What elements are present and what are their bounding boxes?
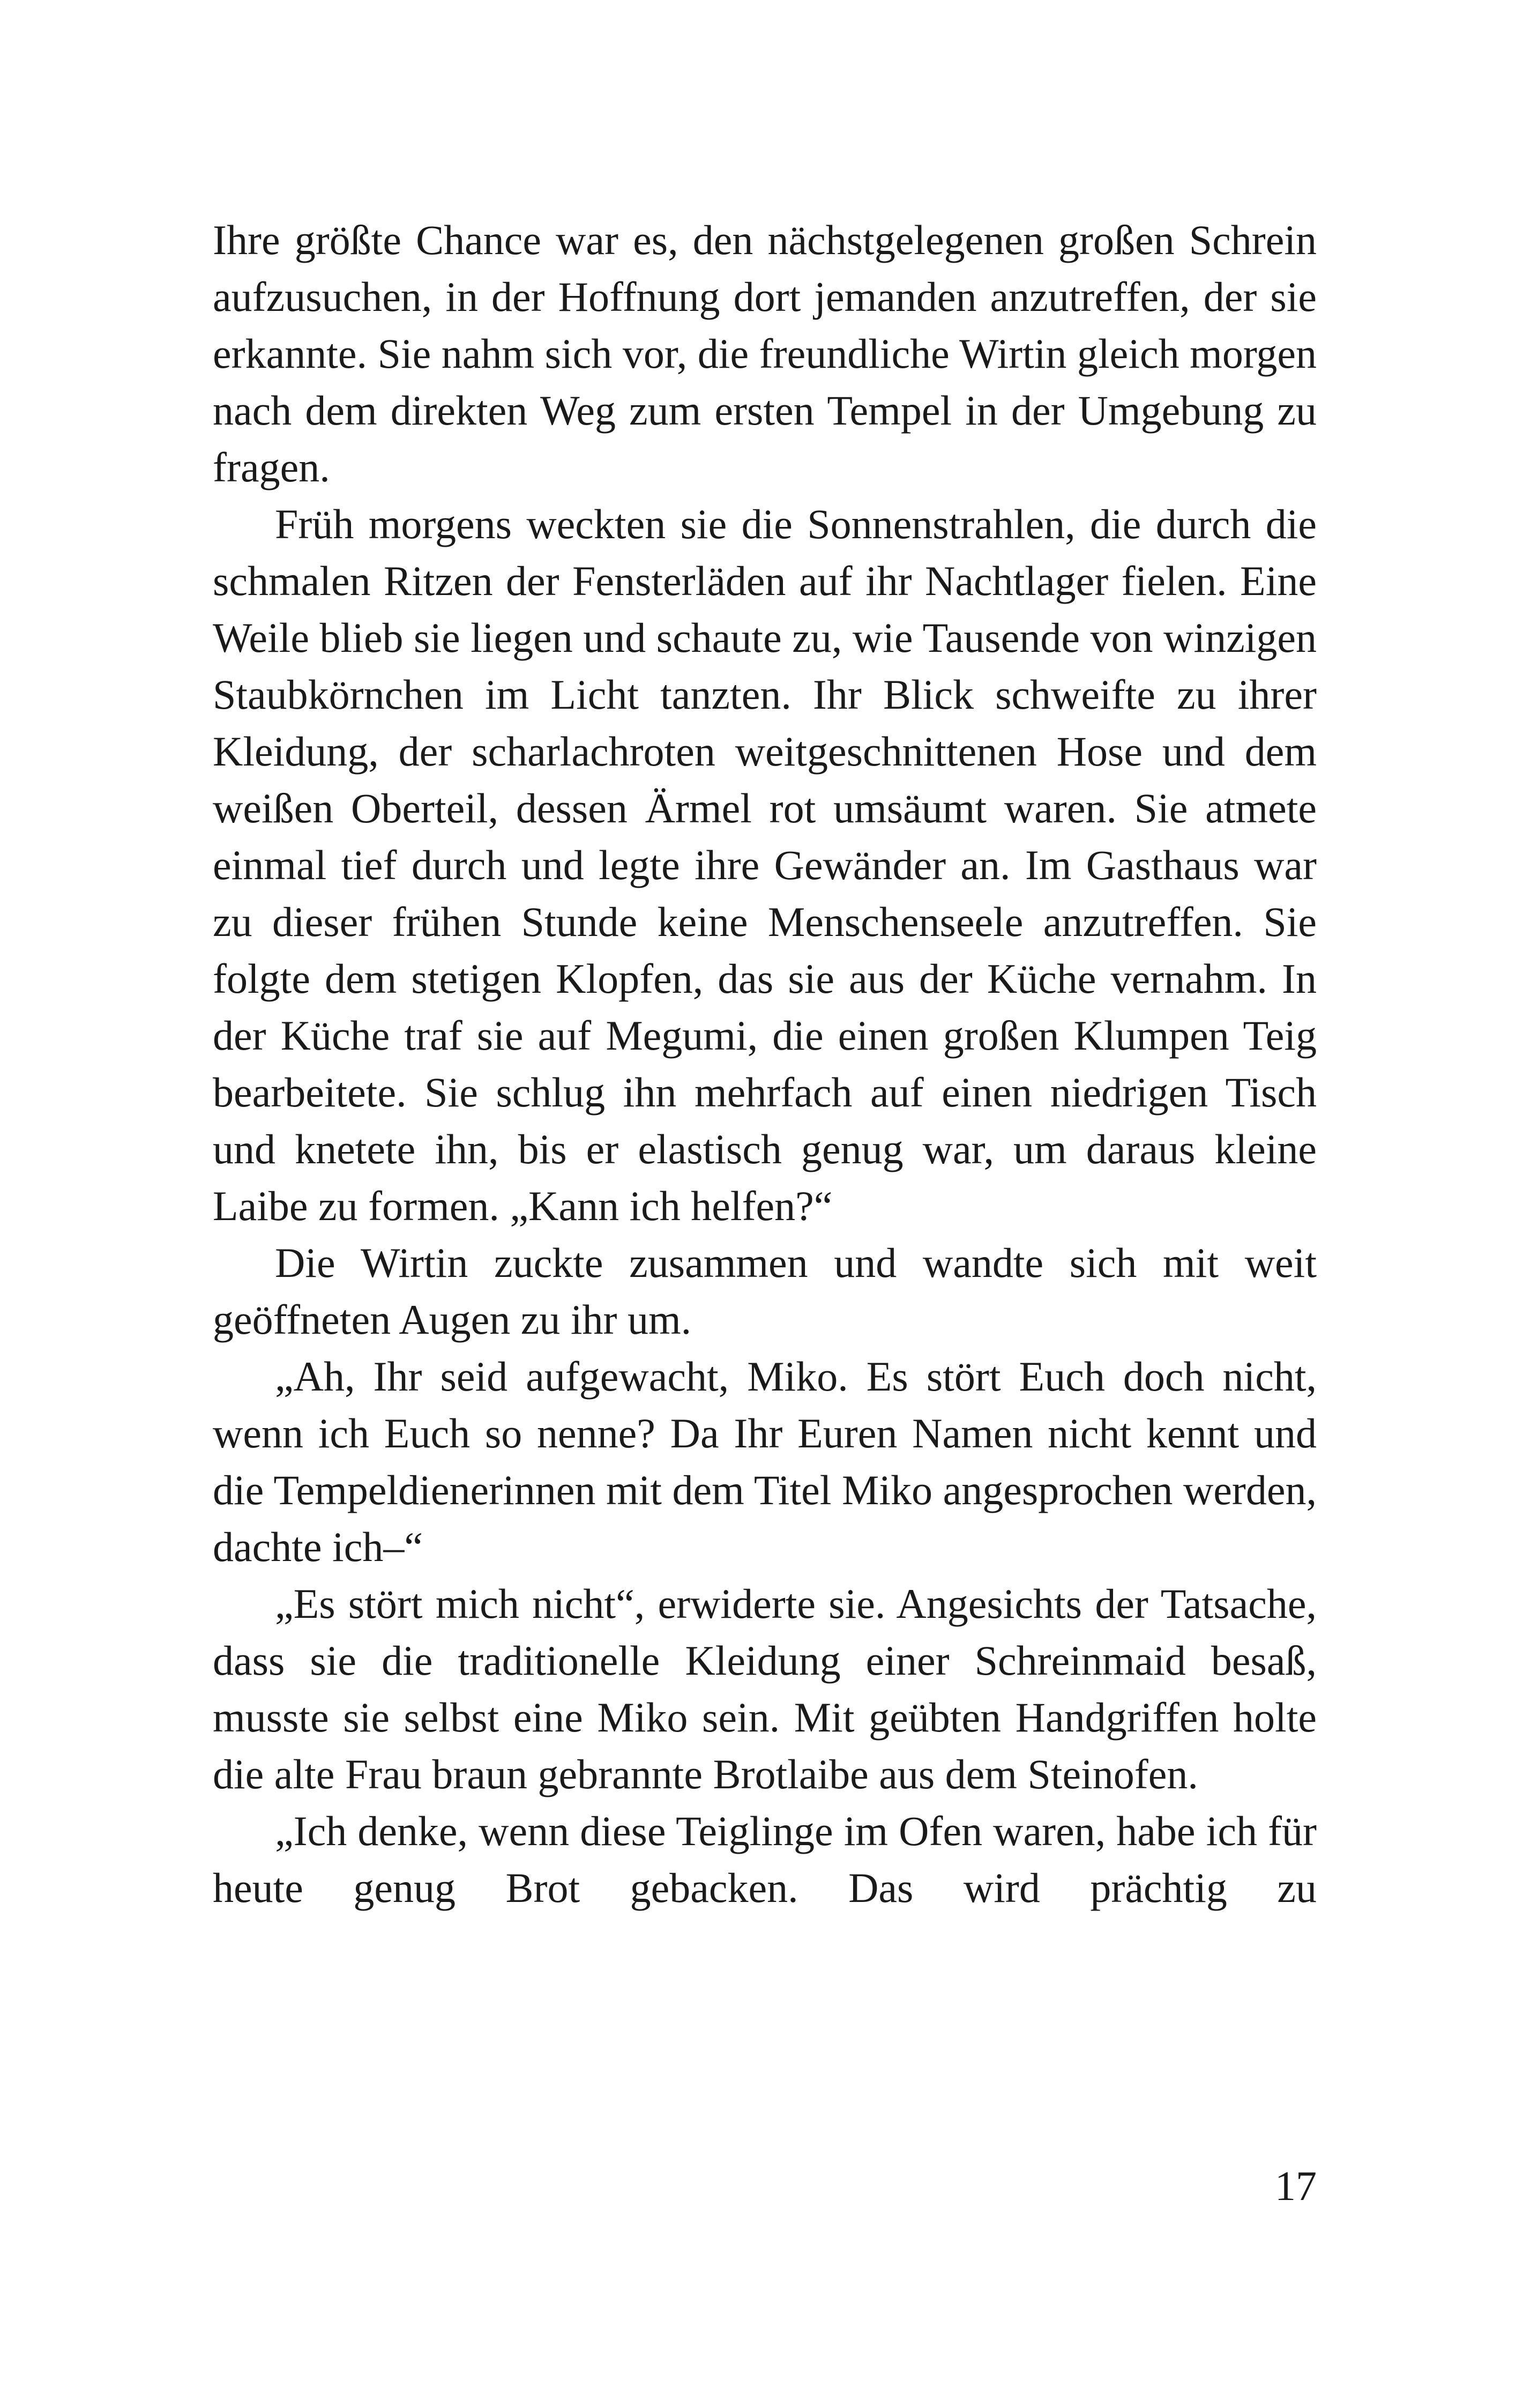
paragraph: „Ich denke, wenn diese Teiglinge im Ofen waren, habe ich für heute genug Brot gebacken. Das wird prächtig zu	[213, 1808, 1317, 1911]
paragraph: Früh morgens weckten sie die Sonnenstrahlen, die durch die schmalen Ritzen der Fensterläden auf ihr Nachtlager fielen. Eine Weile blieb sie liegen und schaute zu, wie Tausende von winzigen Staubkörnchen im Licht tanzten. Ihr Blick schweifte zu ihrer Kleidung, der scharlachroten weitgeschnittenen Hose und dem weißen Oberteil, dessen Ärmel rot umsäumt waren. Sie atmete einmal tief durch und legte ihre Gewänder an. Im Gasthaus war zu dieser frühen Stunde keine Menschenseele anzutreffen. Sie folgte dem stetigen Klopfen, das sie aus der Küche vernahm. In der Küche traf sie auf Megumi, die einen großen Klumpen Teig bearbeitete. Sie schlug ihn mehrfach auf einen niedrigen Tisch und knetete ihn, bis er elastisch genug war, um daraus kleine Laibe zu formen. „Kann ich helfen?“	[213, 501, 1317, 1229]
page-body	[213, 212, 1317, 1916]
paragraph: „Ah, Ihr seid aufgewacht, Miko. Es stört Euch doch nicht, wenn ich Euch so nenne? Da Ihr Euren Namen nicht kennt und die Tempeldienerinnen mit dem Titel Miko angesprochen werden, dachte ich–“	[213, 1353, 1317, 1570]
page-number: 17	[1275, 2162, 1317, 2209]
paragraph: „Es stört mich nicht“, erwiderte sie. Angesichts der Tatsache, dass sie die traditionelle Kleidung einer Schreinmaid besaß, musste sie selbst eine Miko sein. Mit geübten Handgriffen holte die alte Frau braun gebrannte Brotlaibe aus dem Steinofen.	[213, 1580, 1317, 1797]
paragraph: Die Wirtin zuckte zusammen und wandte sich mit weit geöffneten Augen zu ihr um.	[213, 1239, 1317, 1343]
paragraph: Ihre größte Chance war es, den nächstgelegenen großen Schrein aufzusuchen, in der Hoffnung dort jemanden anzutreffen, der sie erkannte. Sie nahm sich vor, die freundliche Wirtin gleich morgen nach dem direkten Weg zum ersten Tempel in der Umgebung zu fragen.	[213, 217, 1317, 490]
